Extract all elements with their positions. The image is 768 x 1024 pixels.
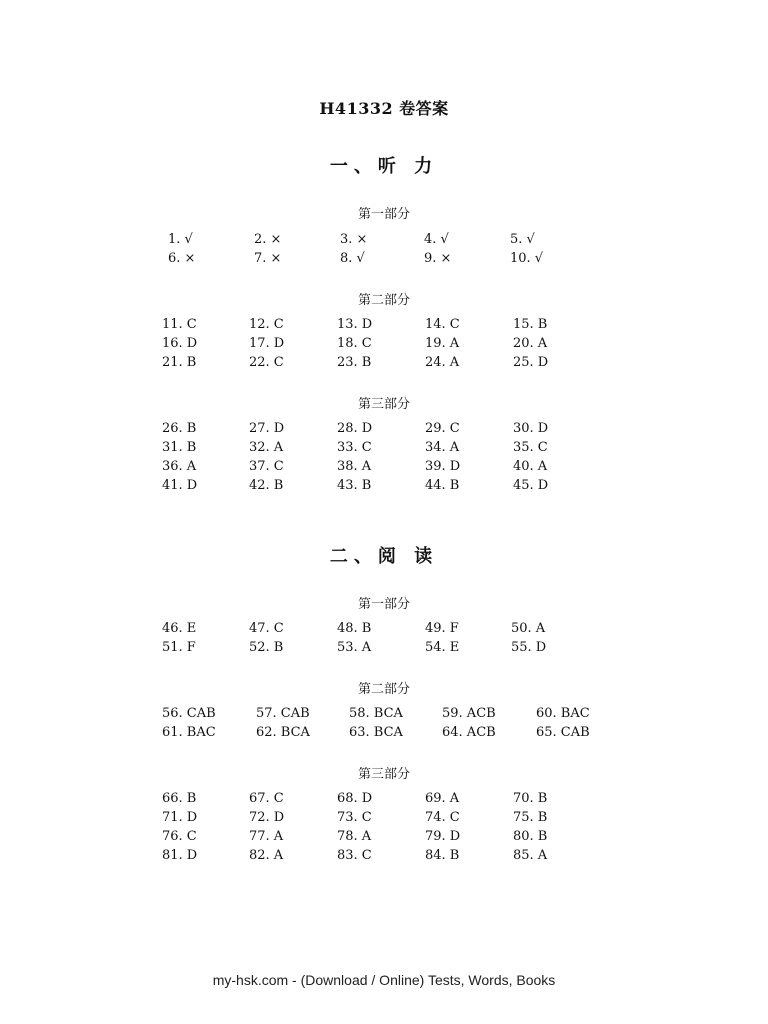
answer-row [0,810,768,828]
page-title: H41332 卷答案 [319,99,449,118]
answer-item: 37. C [249,459,284,474]
answer-item: 60. BAC [536,706,590,721]
answer-item: 64. ACB [442,725,496,740]
answer-item: 5. √ [510,232,535,247]
answer-item: 48. B [337,621,372,636]
answer-item: 79. D [425,829,461,844]
answer-item: 2. × [254,232,282,247]
answer-item: 56. CAB [162,706,216,721]
answer-item: 71. D [162,810,198,825]
answer-item: 46. E [162,621,197,636]
answer-row [0,336,768,354]
answer-item: 53. A [337,640,372,655]
answer-row [0,421,768,439]
part-heading: 第二部分 [357,682,410,697]
answer-item: 54. E [425,640,460,655]
answer-item: 39. D [425,459,461,474]
answer-item: 45. D [513,478,549,493]
answer-item: 17. D [249,336,285,351]
answer-item: 57. CAB [256,706,310,721]
answer-item: 29. C [425,421,460,436]
answer-item: 77. A [249,829,284,844]
answer-item: 51. F [162,640,196,655]
answer-item: 75. B [513,810,548,825]
answer-item: 19. A [425,336,460,351]
answer-item: 4. √ [424,232,449,247]
answer-item: 36. A [162,459,197,474]
answer-item: 31. B [162,440,197,455]
answer-item: 23. B [337,355,372,370]
section-heading-listening: 一、听 力 [329,156,439,177]
answer-item: 73. C [337,810,372,825]
answer-item: 63. BCA [349,725,403,740]
part-heading: 第一部分 [357,597,410,612]
answer-item: 74. C [425,810,460,825]
answer-item: 49. F [425,621,459,636]
answer-item: 59. ACB [442,706,496,721]
part-heading: 第三部分 [357,767,410,782]
answer-row [0,355,768,373]
answer-item: 24. A [425,355,460,370]
answer-item: 85. A [513,848,548,863]
answer-row [0,621,768,639]
answer-item: 43. B [337,478,372,493]
answer-item: 76. C [162,829,197,844]
answer-item: 6. × [168,251,196,266]
answer-item: 7. × [254,251,282,266]
answer-item: 18. C [337,336,372,351]
section-heading-reading: 二、阅 读 [329,546,439,567]
answer-item: 40. A [513,459,548,474]
answer-item: 34. A [425,440,460,455]
answer-item: 66. B [162,791,197,806]
answer-row [0,640,768,658]
answer-item: 30. D [513,421,549,436]
part-heading: 第三部分 [357,397,410,412]
answer-item: 47. C [249,621,284,636]
answer-row [0,251,768,269]
part-heading: 第二部分 [357,293,410,308]
answer-item: 28. D [337,421,373,436]
answer-row [0,706,768,724]
answer-item: 32. A [249,440,284,455]
answer-item: 25. D [513,355,549,370]
answer-row [0,848,768,866]
answer-row [0,791,768,809]
answer-item: 9. × [424,251,452,266]
answer-item: 58. BCA [349,706,403,721]
answer-item: 61. BAC [162,725,216,740]
answer-item: 21. B [162,355,197,370]
answer-item: 78. A [337,829,372,844]
answer-row [0,725,768,743]
answer-item: 41. D [162,478,198,493]
answer-item: 35. C [513,440,548,455]
answer-item: 81. D [162,848,198,863]
answer-item: 84. B [425,848,460,863]
answer-item: 11. C [162,317,197,332]
answer-item: 69. A [425,791,460,806]
answer-row [0,440,768,458]
answer-row [0,478,768,496]
answer-item: 3. × [340,232,368,247]
answer-row [0,232,768,250]
answer-item: 1. √ [168,232,193,247]
answer-item: 14. C [425,317,460,332]
answer-item: 27. D [249,421,285,436]
answer-item: 38. A [337,459,372,474]
answer-item: 22. C [249,355,284,370]
answer-row [0,317,768,335]
answer-item: 67. C [249,791,284,806]
answer-row [0,459,768,477]
answer-item: 72. D [249,810,285,825]
answer-item: 26. B [162,421,197,436]
answer-item: 68. D [337,791,373,806]
answer-item: 16. D [162,336,198,351]
answer-item: 65. CAB [536,725,590,740]
answer-item: 42. B [249,478,284,493]
answer-item: 80. B [513,829,548,844]
answer-item: 62. BCA [256,725,310,740]
answer-item: 33. C [337,440,372,455]
page-footer: my-hsk.com - (Download / Online) Tests, Words, Books [212,972,556,988]
answer-item: 52. B [249,640,284,655]
answer-item: 12. C [249,317,284,332]
answer-item: 13. D [337,317,373,332]
part-heading: 第一部分 [357,207,410,222]
answer-item: 20. A [513,336,548,351]
answer-row [0,829,768,847]
answer-item: 55. D [511,640,547,655]
answer-item: 15. B [513,317,548,332]
answer-item: 83. C [337,848,372,863]
answer-item: 50. A [511,621,546,636]
answer-item: 70. B [513,791,548,806]
answer-item: 82. A [249,848,284,863]
answer-item: 10. √ [510,251,544,266]
answer-item: 8. √ [340,251,365,266]
answer-item: 44. B [425,478,460,493]
